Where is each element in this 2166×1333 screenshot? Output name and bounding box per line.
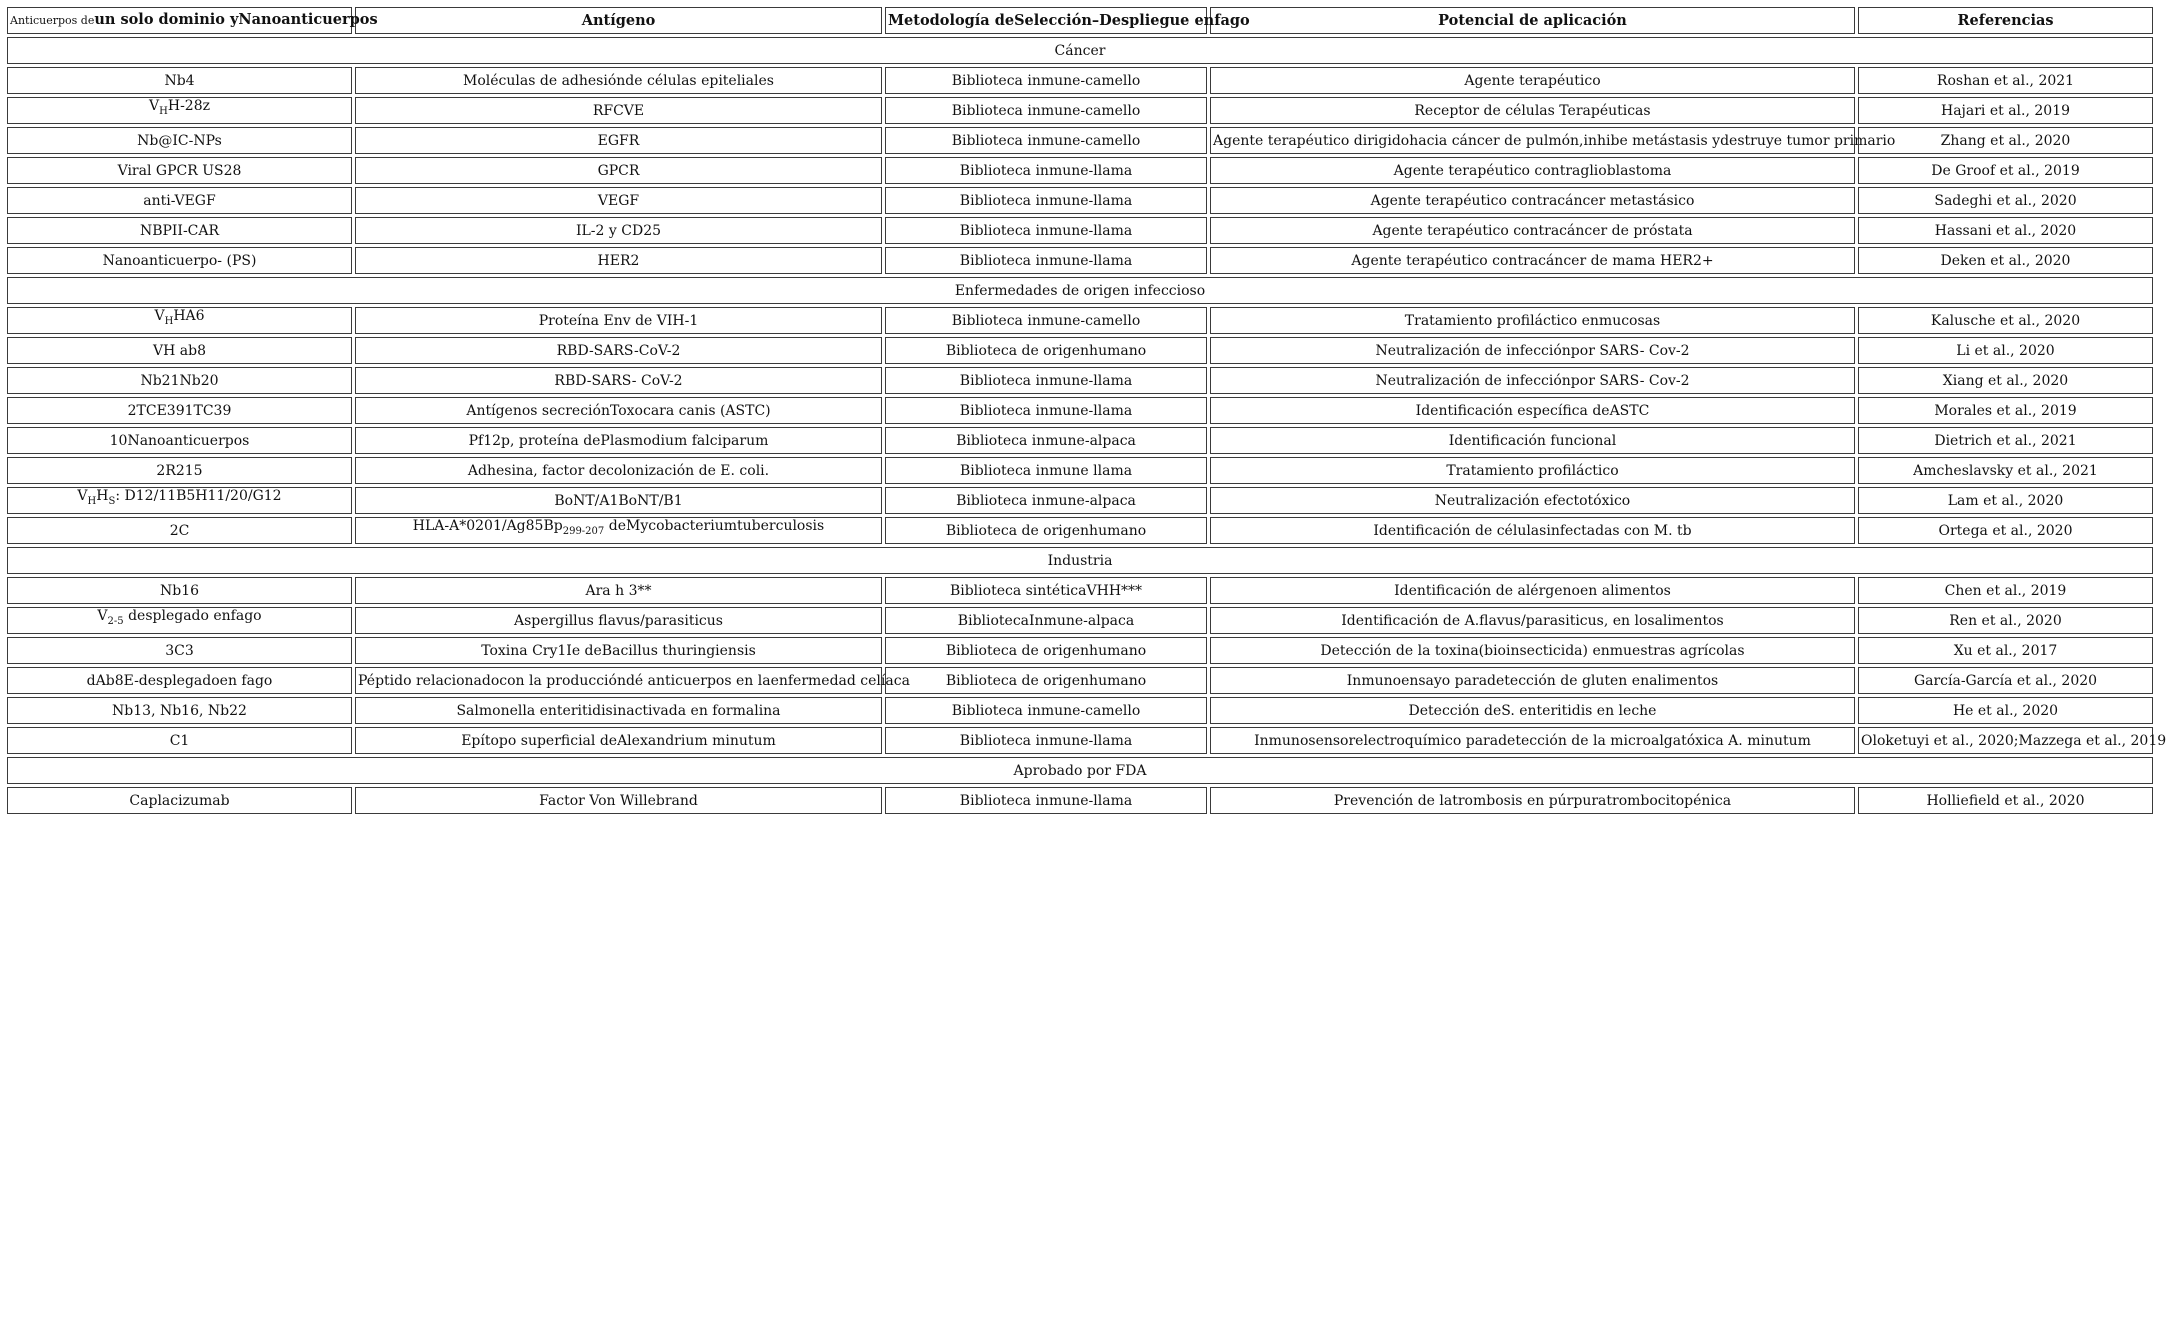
cell-nanobody (7, 607, 352, 634)
cell-antigen: Toxina Cry1Ie deBacillus thuringiensis (355, 637, 882, 664)
cell-antigen: EGFR (355, 127, 882, 154)
cell-reference: Morales et al., 2019 (1858, 397, 2153, 424)
table-row (7, 397, 2153, 424)
table-row (7, 307, 2153, 334)
nanobody-name-text: $V_HH_S$: D12/11B5H11/20/G12 (77, 487, 282, 507)
cell-reference: Oloketuyi et al., 2020;Mazzega et al., 2019 (1858, 727, 2153, 754)
cell-application: Inmunoensayo paradetección de gluten enalimentos (1210, 667, 1855, 694)
cell-antigen: Aspergillus flavus/parasiticus (355, 607, 882, 634)
table-row (7, 127, 2153, 154)
section-title-infeccioso: Enfermedades de origen infeccioso (7, 277, 2153, 304)
nanobody-name-text: $V_{2-5}$ desplegado enfago (97, 607, 262, 627)
cell-nanobody: dAb8E-desplegadoen fago (7, 667, 352, 694)
cell-antigen: HER2 (355, 247, 882, 274)
cell-application: Identificación funcional (1210, 427, 1855, 454)
cell-application: Inmunosensorelectroquímico paradetección de la microalgatóxica A. minutum (1210, 727, 1855, 754)
nanobody-applications-table (4, 4, 2166, 817)
cell-nanobody: 3C3 (7, 637, 352, 664)
cell-nanobody: 2TCE391TC39 (7, 397, 352, 424)
cell-antigen: Proteína Env de VIH-1 (355, 307, 882, 334)
cell-nanobody: 2C (7, 517, 352, 544)
cell-reference: Xiang et al., 2020 (1858, 367, 2153, 394)
cell-antigen: Salmonella enteritidisinactivada en formalina (355, 697, 882, 724)
cell-application: Agente terapéutico contraglioblastoma (1210, 157, 1855, 184)
cell-methodology: BibliotecaInmune-alpaca (885, 607, 1207, 634)
cell-reference: De Groof et al., 2019 (1858, 157, 2153, 184)
cell-antigen: GPCR (355, 157, 882, 184)
cell-methodology: Biblioteca de origenhumano (885, 637, 1207, 664)
cell-nanobody (7, 97, 352, 124)
cell-application: Detección deS. enteritidis en leche (1210, 697, 1855, 724)
cell-methodology: Biblioteca sintéticaVHH*** (885, 577, 1207, 604)
cell-antigen: Adhesina, factor decolonización de E. coli. (355, 457, 882, 484)
cell-methodology: Biblioteca de origenhumano (885, 337, 1207, 364)
cell-methodology: Biblioteca inmune-llama (885, 217, 1207, 244)
cell-antigen: IL-2 y CD25 (355, 217, 882, 244)
cell-nanobody: C1 (7, 727, 352, 754)
table-row (7, 187, 2153, 214)
nanobody-name-text: $V_HHA6$ (154, 307, 205, 327)
antigen-text: HLA-$A*0201/Ag85Bp_{299-207}$ deMycobacteriumtuberculosis (412, 517, 825, 537)
cell-methodology: Biblioteca de origenhumano (885, 667, 1207, 694)
cell-antigen: Antígenos secreciónToxocara canis (ASTC) (355, 397, 882, 424)
cell-reference: Holliefield et al., 2020 (1858, 787, 2153, 814)
cell-reference: Amcheslavsky et al., 2021 (1858, 457, 2153, 484)
cell-nanobody: Nb4 (7, 67, 352, 94)
cell-methodology: Biblioteca inmune-alpaca (885, 487, 1207, 514)
cell-methodology: Biblioteca inmune-alpaca (885, 427, 1207, 454)
cell-nanobody: Nb@IC-NPs (7, 127, 352, 154)
cell-nanobody: Nanoanticuerpo- (PS) (7, 247, 352, 274)
cell-nanobody: anti-VEGF (7, 187, 352, 214)
header-references: Referencias (1858, 7, 2153, 34)
cell-reference: Sadeghi et al., 2020 (1858, 187, 2153, 214)
section-row-industria (7, 547, 2153, 574)
cell-application: Tratamiento profiláctico (1210, 457, 1855, 484)
cell-application: Tratamiento profiláctico enmucosas (1210, 307, 1855, 334)
header-nanobodies-main: un solo dominio yNanoanticuerpos (94, 11, 378, 28)
cell-nanobody: Nb16 (7, 577, 352, 604)
cell-antigen: Ara h 3** (355, 577, 882, 604)
header-application: Potencial de aplicación (1210, 7, 1855, 34)
cell-methodology: Biblioteca de origenhumano (885, 517, 1207, 544)
cell-reference: Hajari et al., 2019 (1858, 97, 2153, 124)
cell-nanobody: VH ab8 (7, 337, 352, 364)
cell-antigen: RBD-SARS-CoV-2 (355, 337, 882, 364)
cell-antigen: BoNT/A1BoNT/B1 (355, 487, 882, 514)
table-row (7, 487, 2153, 514)
table-row (7, 427, 2153, 454)
table-row (7, 697, 2153, 724)
cell-methodology: Biblioteca inmune-llama (885, 727, 1207, 754)
table-row (7, 667, 2153, 694)
cell-application: Identificación de A.flavus/parasiticus, en losalimentos (1210, 607, 1855, 634)
cell-nanobody (7, 307, 352, 334)
cell-reference: He et al., 2020 (1858, 697, 2153, 724)
cell-antigen: VEGF (355, 187, 882, 214)
cell-reference: Roshan et al., 2021 (1858, 67, 2153, 94)
cell-reference: Dietrich et al., 2021 (1858, 427, 2153, 454)
table-row (7, 67, 2153, 94)
cell-methodology: Biblioteca inmune-camello (885, 97, 1207, 124)
cell-methodology: Biblioteca inmune-llama (885, 367, 1207, 394)
cell-nanobody: 2R215 (7, 457, 352, 484)
cell-application: Identificación de alérgenoen alimentos (1210, 577, 1855, 604)
table-row (7, 457, 2153, 484)
section-row-fda (7, 757, 2153, 784)
cell-reference: Ortega et al., 2020 (1858, 517, 2153, 544)
cell-antigen: Péptido relacionadocon la produccióndé anticuerpos en laenfermedad celíaca (355, 667, 882, 694)
cell-methodology: Biblioteca inmune llama (885, 457, 1207, 484)
cell-reference: Ren et al., 2020 (1858, 607, 2153, 634)
cell-antigen (355, 517, 882, 544)
cell-reference: Hassani et al., 2020 (1858, 217, 2153, 244)
cell-nanobody: Caplacizumab (7, 787, 352, 814)
cell-application: Neutralización de infecciónpor SARS- Cov-2 (1210, 367, 1855, 394)
table-row (7, 727, 2153, 754)
cell-antigen: RBD-SARS- CoV-2 (355, 367, 882, 394)
cell-application: Identificación específica deASTC (1210, 397, 1855, 424)
cell-reference: Chen et al., 2019 (1858, 577, 2153, 604)
cell-methodology: Biblioteca inmune-llama (885, 157, 1207, 184)
cell-methodology: Biblioteca inmune-llama (885, 247, 1207, 274)
cell-reference: Deken et al., 2020 (1858, 247, 2153, 274)
cell-nanobody (7, 487, 352, 514)
nanobody-name-text: $V_HH-28z$ (149, 97, 210, 117)
cell-reference: Lam et al., 2020 (1858, 487, 2153, 514)
cell-application: Receptor de células Terapéuticas (1210, 97, 1855, 124)
section-title-cancer: Cáncer (7, 37, 2153, 64)
cell-application: Identificación de célulasinfectadas con M. tb (1210, 517, 1855, 544)
table-row (7, 217, 2153, 244)
cell-application: Agente terapéutico contracáncer de mama HER2+ (1210, 247, 1855, 274)
cell-application: Neutralización de infecciónpor SARS- Cov-2 (1210, 337, 1855, 364)
table-row (7, 367, 2153, 394)
cell-nanobody: Viral GPCR US28 (7, 157, 352, 184)
header-nanobodies-prefix: Anticuerpos de (10, 14, 95, 27)
cell-methodology: Biblioteca inmune-camello (885, 697, 1207, 724)
header-nanobodies (7, 7, 378, 34)
cell-application: Agente terapéutico (1210, 67, 1855, 94)
table-row (7, 337, 2153, 364)
cell-reference: Zhang et al., 2020 (1858, 127, 2153, 154)
cell-nanobody: Nb13, Nb16, Nb22 (7, 697, 352, 724)
table-row (7, 97, 2153, 124)
cell-reference: García-García et al., 2020 (1858, 667, 2153, 694)
cell-reference: Li et al., 2020 (1858, 337, 2153, 364)
cell-application: Agente terapéutico contracáncer de próstata (1210, 217, 1855, 244)
cell-nanobody: 10Nanoanticuerpos (7, 427, 352, 454)
cell-methodology: Biblioteca inmune-llama (885, 187, 1207, 214)
table-row (7, 607, 2153, 634)
section-row-cancer (7, 37, 2153, 64)
table-row (7, 787, 2153, 814)
header-antigen: Antígeno (355, 7, 882, 34)
cell-methodology: Biblioteca inmune-llama (885, 397, 1207, 424)
cell-methodology: Biblioteca inmune-llama (885, 787, 1207, 814)
cell-nanobody: Nb21Nb20 (7, 367, 352, 394)
cell-antigen: RFCVE (355, 97, 882, 124)
table-row (7, 577, 2153, 604)
cell-methodology: Biblioteca inmune-camello (885, 307, 1207, 334)
header-row (7, 7, 2153, 34)
table-row (7, 637, 2153, 664)
cell-application: Agente terapéutico dirigidohacia cáncer de pulmón,inhibe metástasis ydestruye tumor primario (1210, 127, 1855, 154)
header-methodology: Metodología deSelección–Despliegue enfago (885, 7, 1207, 34)
table-row (7, 517, 2153, 544)
cell-methodology: Biblioteca inmune-camello (885, 127, 1207, 154)
table-row (7, 247, 2153, 274)
table-row (7, 157, 2153, 184)
cell-methodology: Biblioteca inmune-camello (885, 67, 1207, 94)
cell-antigen: Pf12p, proteína dePlasmodium falciparum (355, 427, 882, 454)
section-row-infeccioso (7, 277, 2153, 304)
cell-application: Prevención de latrombosis en púrpuratrombocitopénica (1210, 787, 1855, 814)
section-title-fda: Aprobado por FDA (7, 757, 2153, 784)
cell-antigen: Epítopo superficial deAlexandrium minutum (355, 727, 882, 754)
section-title-industria: Industria (7, 547, 2153, 574)
cell-antigen: Factor Von Willebrand (355, 787, 882, 814)
cell-application: Agente terapéutico contracáncer metastásico (1210, 187, 1855, 214)
cell-application: Neutralización efectotóxico (1210, 487, 1855, 514)
cell-application: Detección de la toxina(bioinsecticida) enmuestras agrícolas (1210, 637, 1855, 664)
cell-nanobody: NBPII-CAR (7, 217, 352, 244)
cell-reference: Xu et al., 2017 (1858, 637, 2153, 664)
cell-reference: Kalusche et al., 2020 (1858, 307, 2153, 334)
cell-antigen: Moléculas de adhesiónde células epiteliales (355, 67, 882, 94)
